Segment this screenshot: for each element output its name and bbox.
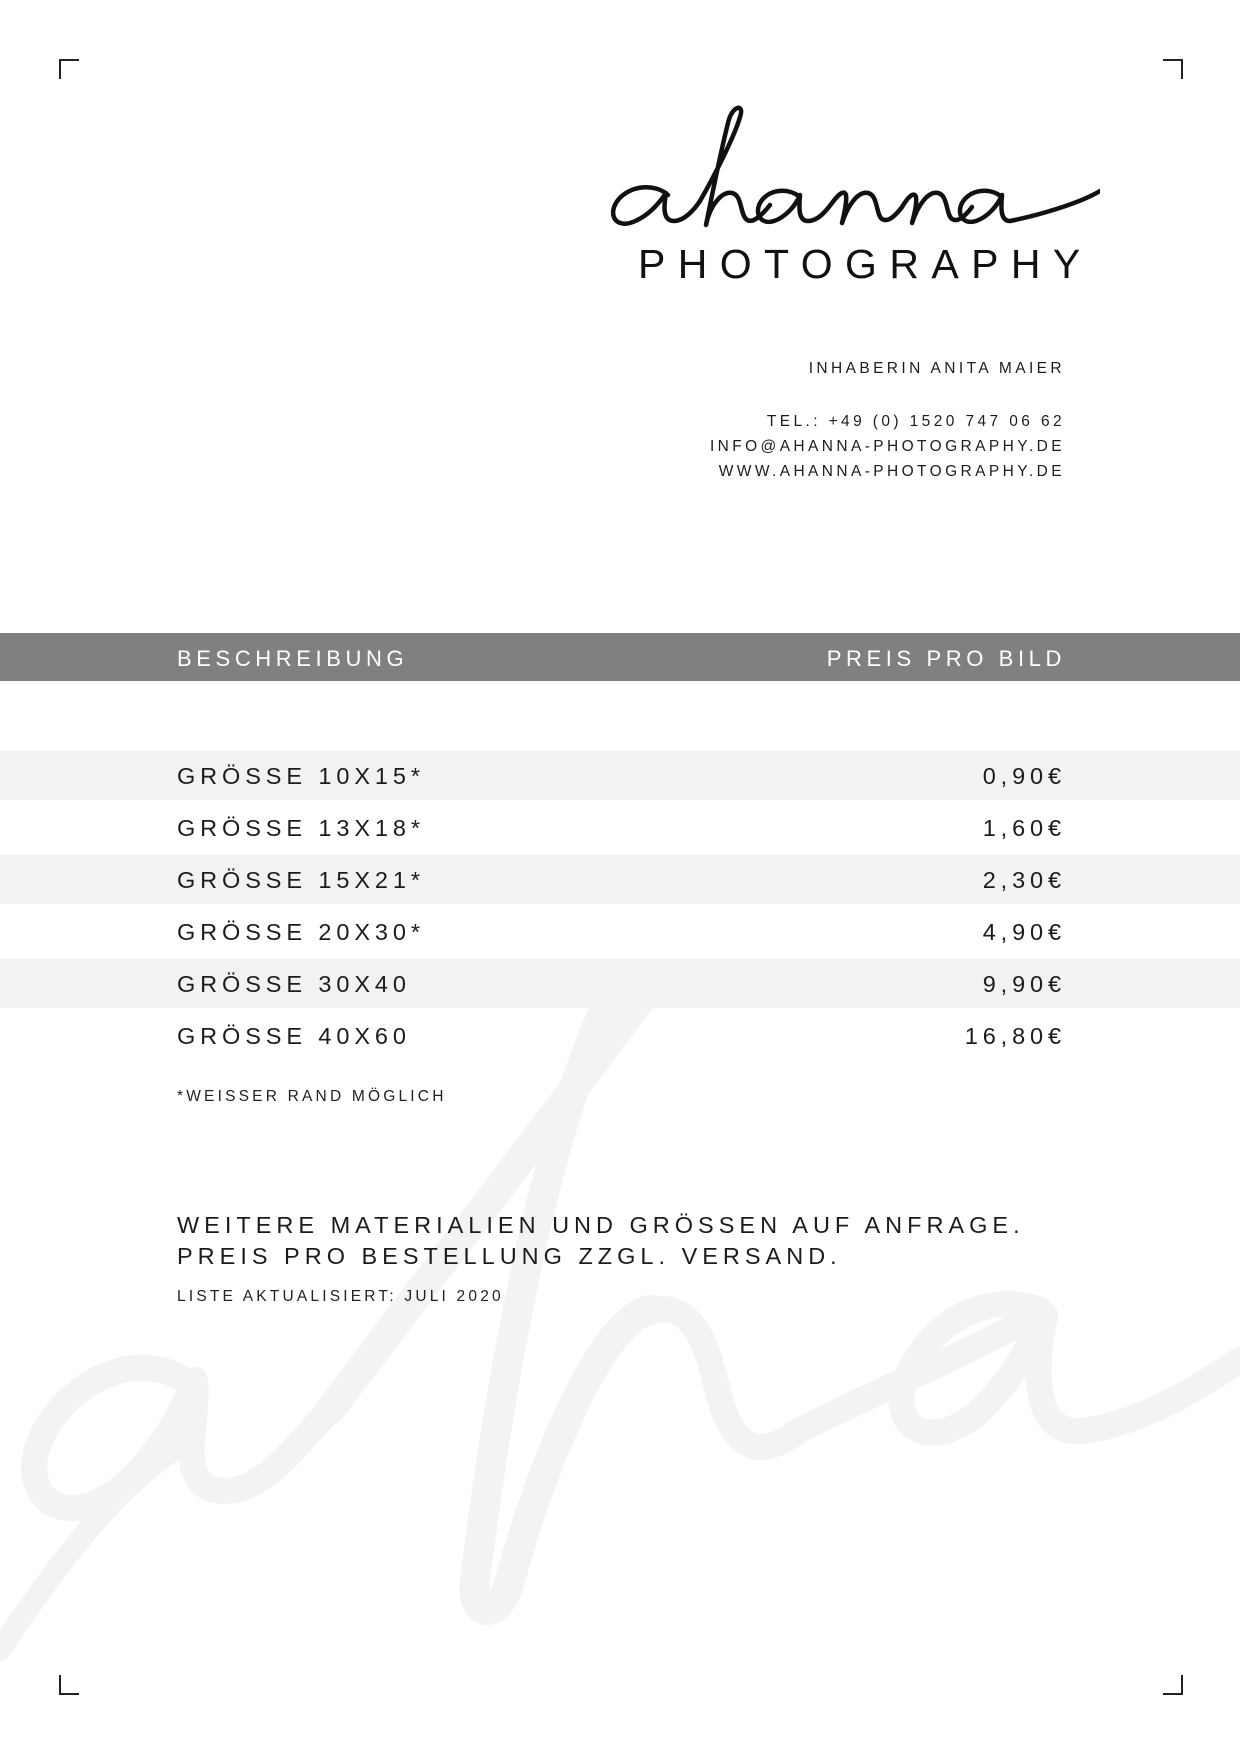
table-row [0,959,1240,1008]
website-url: WWW.AHANNA-PHOTOGRAPHY.DE [718,463,1065,480]
footnote: *WEISSER RAND MÖGLICH [177,1088,447,1105]
header-description: BESCHREIBUNG [177,646,409,671]
table-row [0,907,1240,956]
note-line-2: PREIS PRO BESTELLUNG ZZGL. VERSAND. [177,1243,842,1269]
row-description: GRÖSSE 10X15* [177,763,425,789]
email-address: INFO@AHANNA-PHOTOGRAPHY.DE [709,438,1065,455]
crop-mark-top-right [1163,59,1183,79]
notes-block [177,1210,1025,1306]
table-row [0,855,1240,904]
row-price: 9,90€ [982,971,1066,997]
row-description: GRÖSSE 15X21* [177,867,425,893]
row-price: 2,30€ [982,867,1066,893]
table-row [0,803,1240,852]
logo-script-ahanna [600,105,1100,235]
brand-logo [600,105,1100,295]
table-row [0,1011,1240,1060]
table-row [0,751,1240,800]
list-updated: LISTE AKTUALISIERT: JULI 2020 [177,1288,504,1305]
row-price: 0,90€ [982,763,1066,789]
phone-number: TEL.: +49 (0) 1520 747 06 62 [766,413,1065,430]
logo-subtitle: PHOTOGRAPHY [638,241,1093,287]
row-description: GRÖSSE 13X18* [177,815,425,841]
contact-block [710,358,1065,484]
row-price: 16,80€ [964,1023,1066,1049]
row-price: 4,90€ [982,919,1066,945]
header-price: PREIS PRO BILD [826,646,1066,671]
note-line-1: WEITERE MATERIALIEN UND GRÖSSEN AUF ANFRAGE. [177,1212,1025,1238]
owner-name: INHABERIN ANITA MAIER [808,360,1065,377]
price-table-body [0,751,1240,1063]
price-table-header [0,633,1240,681]
row-price: 1,60€ [982,815,1066,841]
crop-mark-top-left [59,59,79,79]
row-description: GRÖSSE 30X40 [177,971,411,997]
watermark-script-aha [0,960,1240,1680]
row-description: GRÖSSE 40X60 [177,1023,411,1049]
row-description: GRÖSSE 20X30* [177,919,425,945]
